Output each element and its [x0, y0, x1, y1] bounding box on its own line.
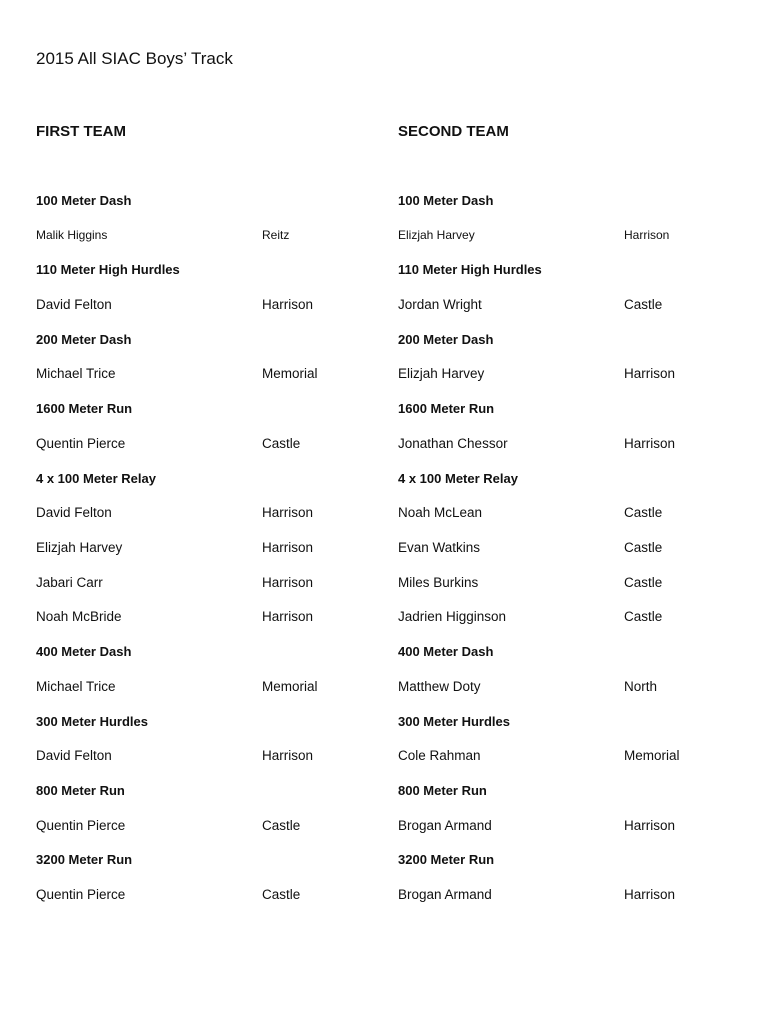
athlete-row: [36, 228, 289, 248]
athlete-row: [398, 818, 675, 838]
athlete-row: [398, 748, 680, 768]
athlete-name: Michael Trice: [36, 679, 116, 694]
athlete-row: [36, 366, 318, 386]
event-heading: 4 x 100 Meter Relay: [36, 471, 156, 486]
athlete-row: [36, 297, 313, 317]
athlete-school: Harrison: [624, 228, 670, 242]
athlete-school: Harrison: [624, 887, 676, 902]
athlete-school: Castle: [624, 609, 663, 624]
athlete-row: [36, 505, 313, 525]
athlete-name: Brogan Armand: [398, 818, 492, 833]
athlete-school: Castle: [262, 436, 301, 451]
athlete-school: Harrison: [262, 609, 314, 624]
athlete-row: [36, 609, 313, 629]
athlete-name: Evan Watkins: [398, 540, 481, 555]
athlete-name: Elizjah Harvey: [398, 228, 475, 242]
athlete-school: Castle: [624, 575, 663, 590]
event-heading: 1600 Meter Run: [36, 401, 133, 416]
athlete-name: Miles Burkins: [398, 575, 479, 590]
athlete-school: Castle: [624, 505, 663, 520]
event-heading: 100 Meter Dash: [398, 193, 494, 208]
athlete-row: [398, 575, 662, 595]
athlete-school: Memorial: [262, 366, 318, 381]
athlete-school: Castle: [262, 818, 301, 833]
athlete-name: Jabari Carr: [36, 575, 103, 590]
athlete-name: David Felton: [36, 505, 112, 520]
athlete-name: Jordan Wright: [398, 297, 482, 312]
athlete-row: [398, 540, 662, 560]
athlete-row: [398, 679, 657, 699]
athlete-row: [398, 887, 675, 907]
athlete-name: Jadrien Higginson: [398, 609, 507, 624]
athlete-school: Castle: [262, 887, 301, 902]
first-team-heading: FIRST TEAM: [36, 123, 126, 140]
athlete-name: David Felton: [36, 748, 112, 763]
athlete-school: Harrison: [262, 575, 314, 590]
athlete-school: Memorial: [262, 679, 318, 694]
athlete-name: Elizjah Harvey: [36, 540, 123, 555]
event-heading: 3200 Meter Run: [398, 852, 495, 867]
athlete-name: Jonathan Chessor: [398, 436, 508, 451]
event-heading: 400 Meter Dash: [36, 644, 132, 659]
athlete-name: Matthew Doty: [398, 679, 481, 694]
athlete-name: Quentin Pierce: [36, 818, 126, 833]
athlete-name: Malik Higgins: [36, 228, 108, 242]
athlete-school: Memorial: [624, 748, 680, 763]
event-heading: 1600 Meter Run: [398, 401, 495, 416]
athlete-name: Brogan Armand: [398, 887, 492, 902]
athlete-row: [36, 887, 300, 907]
athlete-school: Harrison: [624, 818, 676, 833]
athlete-row: [398, 436, 675, 456]
athlete-school: Harrison: [262, 505, 314, 520]
athlete-row: [398, 228, 669, 248]
event-heading: 800 Meter Run: [36, 783, 125, 798]
athlete-row: [36, 436, 300, 456]
athlete-row: [36, 679, 318, 699]
athlete-name: David Felton: [36, 297, 112, 312]
event-heading: 110 Meter High Hurdles: [398, 262, 542, 277]
athlete-row: [398, 366, 675, 386]
event-heading: 300 Meter Hurdles: [36, 714, 148, 729]
athlete-name: Noah McBride: [36, 609, 122, 624]
athlete-name: Elizjah Harvey: [398, 366, 485, 381]
event-heading: 200 Meter Dash: [36, 332, 132, 347]
athlete-name: Michael Trice: [36, 366, 116, 381]
event-heading: 4 x 100 Meter Relay: [398, 471, 518, 486]
event-heading: 400 Meter Dash: [398, 644, 494, 659]
athlete-school: Harrison: [262, 297, 314, 312]
event-heading: 800 Meter Run: [398, 783, 487, 798]
event-heading: 200 Meter Dash: [398, 332, 494, 347]
athlete-school: Castle: [624, 540, 663, 555]
page-title: 2015 All SIAC Boys’ Track: [36, 49, 233, 68]
athlete-row: [36, 540, 313, 560]
athlete-row: [36, 575, 313, 595]
athlete-school: Harrison: [624, 436, 676, 451]
athlete-name: Cole Rahman: [398, 748, 481, 763]
athlete-row: [36, 748, 313, 768]
athlete-school: Harrison: [262, 748, 314, 763]
athlete-school: Harrison: [624, 366, 676, 381]
athlete-school: Harrison: [262, 540, 314, 555]
event-heading: 300 Meter Hurdles: [398, 714, 510, 729]
event-heading: 100 Meter Dash: [36, 193, 132, 208]
second-team-heading: SECOND TEAM: [398, 123, 509, 140]
athlete-school: Reitz: [262, 228, 290, 242]
event-heading: 3200 Meter Run: [36, 852, 133, 867]
athlete-school: North: [624, 679, 658, 694]
athlete-name: Quentin Pierce: [36, 887, 126, 902]
athlete-row: [36, 818, 300, 838]
athlete-row: [398, 297, 662, 317]
athlete-row: [398, 609, 662, 629]
athlete-name: Noah McLean: [398, 505, 483, 520]
athlete-school: Castle: [624, 297, 663, 312]
athlete-name: Quentin Pierce: [36, 436, 126, 451]
athlete-row: [398, 505, 662, 525]
event-heading: 110 Meter High Hurdles: [36, 262, 180, 277]
